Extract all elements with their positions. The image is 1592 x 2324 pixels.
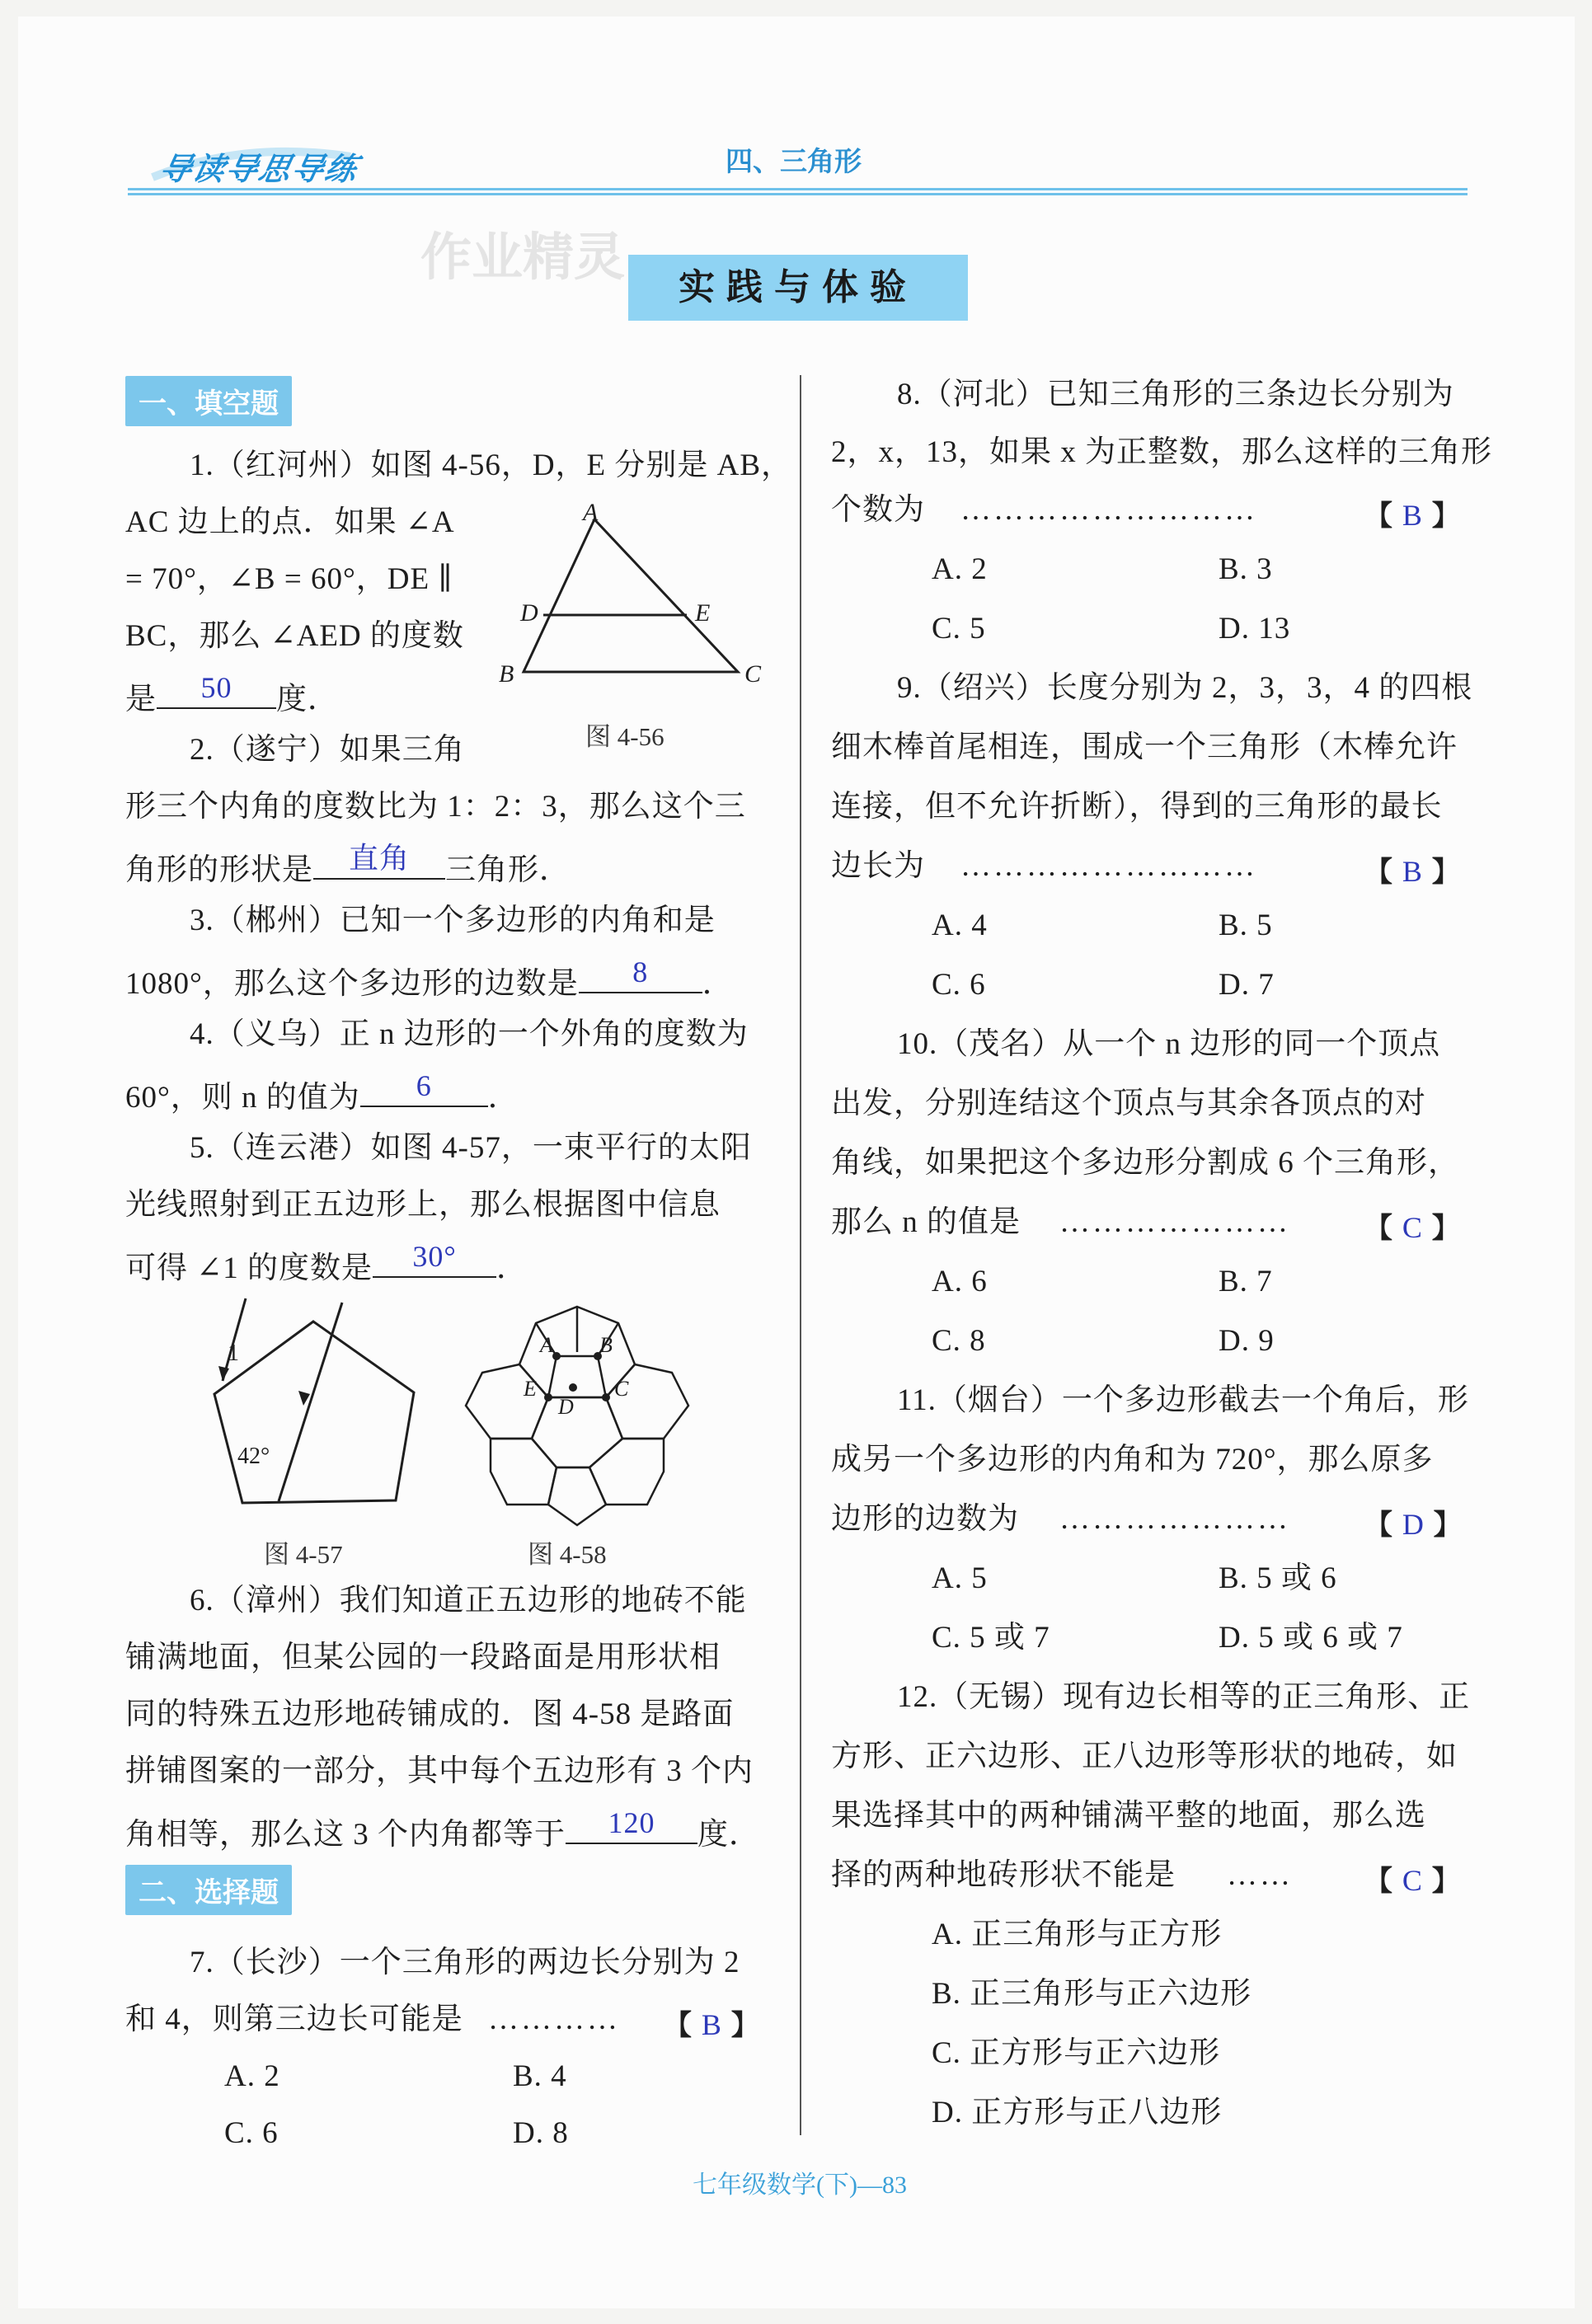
q6-line3: 同的特殊五边形地砖铺成的．图 4-58 是路面 bbox=[125, 1697, 735, 1731]
q3-line2 bbox=[125, 955, 734, 1001]
header-logo bbox=[144, 132, 363, 190]
fig58-caption: 图 4-58 bbox=[528, 1540, 607, 1569]
q12-option-b[interactable]: B. 正三角形与正六边形 bbox=[932, 1977, 1252, 2011]
q4-line2 bbox=[125, 1069, 519, 1115]
q3-post: ． bbox=[702, 967, 734, 1001]
q12-option-c[interactable]: C. 正方形与正六边形 bbox=[932, 2036, 1221, 2070]
q1-post: 度． bbox=[276, 683, 339, 716]
q5-post: ． bbox=[496, 1251, 528, 1285]
fig56-label-c: C bbox=[744, 660, 762, 688]
figure-4-56 bbox=[491, 499, 779, 713]
q11-line3: 边形的边数为 bbox=[831, 1502, 1019, 1536]
q9-line4: 边长为 bbox=[831, 849, 925, 883]
fig58-label-b: B bbox=[599, 1333, 613, 1357]
q11-dots: ………………… bbox=[1059, 1502, 1290, 1536]
q1-blank[interactable] bbox=[157, 671, 276, 709]
q4-blank[interactable] bbox=[360, 1069, 488, 1107]
q3-blank[interactable] bbox=[579, 955, 702, 993]
q12-answer: C bbox=[1402, 1864, 1422, 1897]
fig58-label-e: E bbox=[524, 1377, 537, 1401]
q2-post: 三角形． bbox=[445, 853, 571, 887]
q7-line1: 7.（长沙）一个三角形的两边长分别为 2 bbox=[190, 1946, 740, 1979]
q2-line2: 形三个内角的度数比为 1：2：3，那么这个三 bbox=[125, 790, 746, 824]
q2-pre: 角形的形状是 bbox=[125, 853, 313, 887]
q11-option-c[interactable]: C. 5 或 7 bbox=[932, 1621, 1050, 1655]
q12-answer-bracket: 【 C 】 bbox=[1364, 1864, 1460, 1898]
fig58-label-d: D bbox=[558, 1395, 574, 1419]
q12-line4: 择的两种地砖形状不能是 bbox=[831, 1858, 1176, 1892]
q11-option-d[interactable]: D. 5 或 6 或 7 bbox=[1219, 1621, 1403, 1655]
q12-dots: …… bbox=[1227, 1858, 1293, 1892]
q6-line4: 拼铺图案的一部分，其中每个五边形有 3 个内 bbox=[125, 1754, 754, 1788]
q8-answer-bracket: 【 B 】 bbox=[1364, 499, 1460, 533]
section-title: 实践与体验 bbox=[628, 255, 968, 321]
q7-answer-bracket: 【 B 】 bbox=[664, 2008, 759, 2042]
fig57-caption: 图 4-57 bbox=[264, 1540, 343, 1569]
q7-option-a[interactable]: A. 2 bbox=[224, 2059, 280, 2093]
fig57-label-42: 42° bbox=[237, 1444, 270, 1469]
q11-line2: 成另一个多边形的内角和为 720°，那么原多 bbox=[831, 1443, 1434, 1477]
q6-line5 bbox=[125, 1806, 760, 1852]
q7-dots: ………… bbox=[488, 2002, 620, 2036]
logo-text: 导读导思导练 bbox=[156, 150, 363, 187]
q1-line1: 1.（红河州）如图 4-56，D，E 分别是 AB， bbox=[190, 448, 793, 482]
q6-answer: 120 bbox=[608, 1806, 655, 1839]
q8-line3: 个数为 bbox=[831, 493, 925, 527]
q8-answer: B bbox=[1402, 499, 1422, 532]
q5-answer: 30° bbox=[412, 1240, 457, 1273]
q6-post: 度． bbox=[697, 1818, 760, 1852]
q6-blank[interactable] bbox=[566, 1806, 697, 1844]
q4-post: ． bbox=[487, 1081, 519, 1115]
figure-4-57 bbox=[198, 1290, 429, 1529]
q1-line4: BC，那么 ∠AED 的度数 bbox=[125, 619, 464, 653]
q10-line2: 出发，分别连结这个顶点与其余各顶点的对 bbox=[831, 1087, 1426, 1120]
q7-stem: 和 4，则第三边长可能是 bbox=[125, 2002, 463, 2036]
column-divider bbox=[800, 375, 801, 2135]
q1-line3: = 70°，∠B = 60°，DE ∥ bbox=[125, 562, 453, 596]
fig58-label-c: C bbox=[614, 1377, 629, 1401]
fig56-label-e: E bbox=[695, 599, 711, 627]
q5-pre: 可得 ∠1 的度数是 bbox=[125, 1251, 373, 1285]
q10-option-a[interactable]: A. 6 bbox=[932, 1265, 988, 1298]
q11-option-a[interactable]: A. 5 bbox=[932, 1561, 988, 1595]
q10-answer-bracket: 【 C 】 bbox=[1364, 1211, 1460, 1245]
q11-answer: D bbox=[1402, 1508, 1424, 1541]
section-choice-label: 二、选择题 bbox=[125, 1865, 292, 1915]
q2-answer: 直角 bbox=[348, 842, 410, 875]
q12-option-d[interactable]: D. 正方形与正八边形 bbox=[932, 2096, 1223, 2129]
q2-line1: 2.（遂宁）如果三角 bbox=[190, 733, 465, 767]
q6-line2: 铺满地面，但某公园的一段路面是用形状相 bbox=[125, 1641, 721, 1674]
q9-answer: B bbox=[1402, 855, 1422, 888]
q5-line2: 光线照射到正五边形上，那么根据图中信息 bbox=[125, 1188, 721, 1222]
q1-line5 bbox=[125, 671, 339, 716]
q9-line1: 9.（绍兴）长度分别为 2，3，3，4 的四根 bbox=[897, 671, 1473, 705]
q9-answer-bracket: 【 B 】 bbox=[1364, 855, 1460, 889]
q5-blank[interactable] bbox=[373, 1240, 496, 1278]
q8-line2: 2，x，13，如果 x 为正整数，那么这样的三角形 bbox=[831, 435, 1492, 469]
q8-option-b[interactable]: B. 3 bbox=[1219, 552, 1273, 586]
q6-line1: 6.（漳州）我们知道正五边形的地砖不能 bbox=[190, 1584, 747, 1617]
fig56-label-a: A bbox=[583, 499, 599, 526]
q9-option-a[interactable]: A. 4 bbox=[932, 908, 988, 942]
q8-option-c[interactable]: C. 5 bbox=[932, 612, 986, 646]
section-fill-label: 一、填空题 bbox=[125, 376, 292, 426]
q9-line3: 连接，但不允许折断），得到的三角形的最长 bbox=[831, 790, 1443, 824]
q9-option-b[interactable]: B. 5 bbox=[1219, 908, 1273, 942]
q7-answer: B bbox=[701, 2008, 721, 2041]
q7-line2 bbox=[125, 2004, 463, 2035]
q4-pre: 60°，则 n 的值为 bbox=[125, 1081, 360, 1115]
q4-answer: 6 bbox=[416, 1069, 432, 1102]
q1-answer: 50 bbox=[200, 671, 232, 704]
q4-line1: 4.（义乌）正 n 边形的一个外角的度数为 bbox=[190, 1017, 749, 1051]
q11-answer-bracket: 【 D 】 bbox=[1364, 1508, 1462, 1542]
fig56-label-b: B bbox=[499, 660, 514, 688]
q2-line3 bbox=[125, 842, 571, 887]
q8-dots: ……………………… bbox=[960, 493, 1257, 527]
q3-answer: 8 bbox=[632, 955, 649, 988]
header-rule bbox=[128, 188, 1468, 198]
q9-line2: 细木棒首尾相连，围成一个三角形（木棒允许 bbox=[831, 730, 1458, 764]
q10-line4: 那么 n 的值是 bbox=[831, 1205, 1021, 1239]
q12-line1: 12.（无锡）现有边长相等的正三角形、正 bbox=[897, 1680, 1471, 1714]
q1-line2: AC 边上的点．如果 ∠A bbox=[125, 505, 455, 539]
watermark: 作业精灵 bbox=[420, 227, 626, 287]
q3-line1: 3.（郴州）已知一个多边形的内角和是 bbox=[190, 904, 716, 937]
q7-option-b[interactable]: B. 4 bbox=[513, 2059, 567, 2093]
q7-option-c[interactable]: C. 6 bbox=[224, 2116, 279, 2150]
q8-option-a[interactable]: A. 2 bbox=[932, 552, 988, 586]
q10-answer: C bbox=[1402, 1211, 1422, 1244]
q8-option-d[interactable]: D. 13 bbox=[1219, 612, 1291, 646]
fig56-label-d: D bbox=[520, 599, 538, 627]
q6-pre: 角相等，那么这 3 个内角都等于 bbox=[125, 1818, 566, 1852]
q12-line3: 果选择其中的两种铺满平整的地面，那么选 bbox=[831, 1799, 1426, 1833]
chapter-title: 四、三角形 bbox=[726, 145, 862, 177]
q5-line1: 5.（连云港）如图 4-57，一束平行的太阳 bbox=[190, 1131, 752, 1165]
q11-line1: 11.（烟台）一个多边形截去一个角后，形 bbox=[897, 1383, 1469, 1417]
figure-4-58 bbox=[458, 1298, 697, 1529]
q10-line3: 角线，如果把这个多边形分割成 6 个三角形， bbox=[831, 1146, 1459, 1180]
q12-option-a[interactable]: A. 正三角形与正方形 bbox=[932, 1918, 1223, 1951]
q10-option-d[interactable]: D. 9 bbox=[1219, 1324, 1275, 1358]
q1-pre: 是 bbox=[125, 683, 157, 716]
q3-pre: 1080°，那么这个多边形的边数是 bbox=[125, 967, 579, 1001]
fig57-label-1: 1 bbox=[228, 1340, 239, 1366]
q10-option-b[interactable]: B. 7 bbox=[1219, 1265, 1273, 1298]
q2-blank[interactable] bbox=[313, 842, 445, 880]
q5-line3 bbox=[125, 1240, 528, 1285]
q7-option-d[interactable]: D. 8 bbox=[513, 2116, 569, 2150]
q11-option-b[interactable]: B. 5 或 6 bbox=[1219, 1561, 1337, 1595]
fig58-label-a: A bbox=[540, 1333, 553, 1357]
q12-line2: 方形、正六边形、正八边形等形状的地砖，如 bbox=[831, 1739, 1458, 1773]
q8-line1: 8.（河北）已知三角形的三条边长分别为 bbox=[897, 378, 1454, 411]
q10-dots: ………………… bbox=[1059, 1205, 1290, 1239]
fig56-caption: 图 4-56 bbox=[585, 722, 665, 751]
page-footer: 七年级数学(下)—83 bbox=[693, 2171, 907, 2199]
q10-line1: 10.（茂名）从一个 n 边形的同一个顶点 bbox=[897, 1027, 1441, 1061]
q9-option-c[interactable]: C. 6 bbox=[932, 968, 986, 1002]
q9-dots: ……………………… bbox=[960, 849, 1257, 883]
q10-option-c[interactable]: C. 8 bbox=[932, 1324, 986, 1358]
q9-option-d[interactable]: D. 7 bbox=[1219, 968, 1275, 1002]
